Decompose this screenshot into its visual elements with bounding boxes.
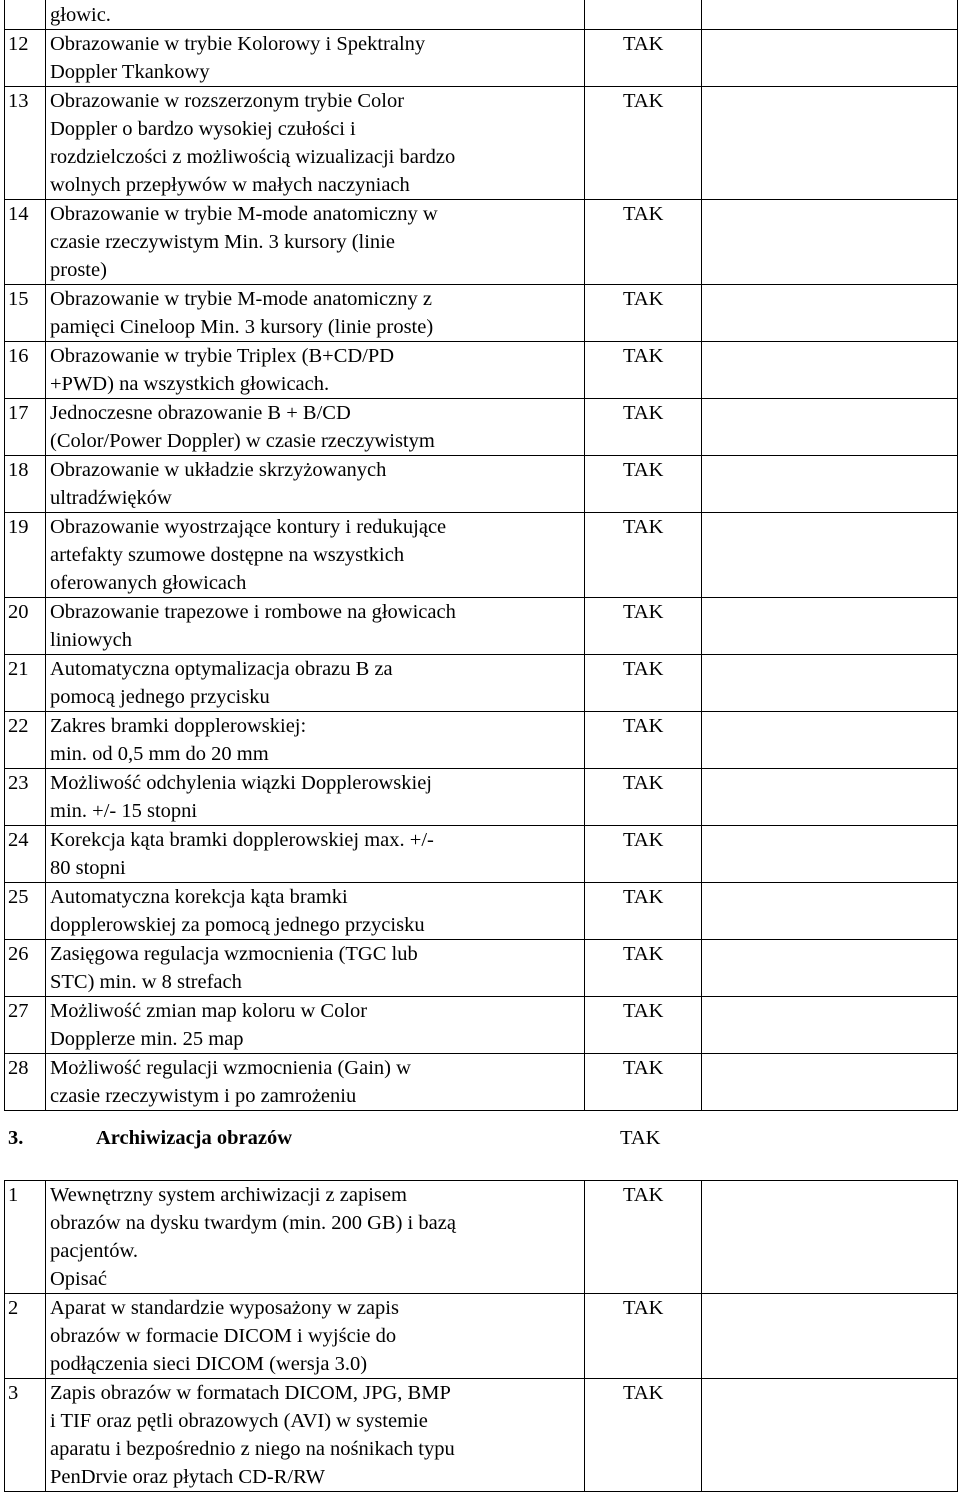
row-description-cell	[46, 598, 585, 655]
row-description-line: Obrazowanie w trybie M-mode anatomiczny w	[50, 203, 438, 225]
row-offered-cell[interactable]	[702, 826, 958, 883]
table-row	[5, 940, 958, 997]
row-description-line: Obrazowanie w trybie Triplex (B+CD/PD	[50, 345, 395, 367]
row-number-cell	[5, 1181, 46, 1294]
row-number: 27	[8, 1000, 29, 1022]
row-required-value: TAK	[623, 345, 664, 367]
row-offered-cell[interactable]	[702, 30, 958, 87]
row-number: 14	[8, 203, 29, 225]
row-offered-cell[interactable]	[702, 342, 958, 399]
row-description-line: pacjentów.	[50, 1240, 139, 1262]
row-number-cell	[5, 1294, 46, 1379]
row-number: 17	[8, 402, 29, 424]
row-required-cell	[585, 0, 702, 30]
row-number-cell	[5, 598, 46, 655]
row-required-value: TAK	[623, 715, 664, 737]
table-row	[5, 769, 958, 826]
row-offered-cell[interactable]	[702, 883, 958, 940]
spec-table-bottom	[4, 1180, 958, 1492]
row-number-cell	[5, 712, 46, 769]
row-number: 25	[8, 886, 29, 908]
row-description-line: pamięci Cineloop Min. 3 kursory (linie proste)	[50, 316, 434, 338]
row-description-line: głowic.	[50, 4, 111, 26]
row-number: 2	[8, 1297, 19, 1319]
row-number-cell	[5, 940, 46, 997]
row-number: 3	[8, 1382, 19, 1404]
row-number-cell	[5, 997, 46, 1054]
row-description-line: min. +/- 15 stopni	[50, 800, 198, 822]
row-number: 15	[8, 288, 29, 310]
row-required-cell	[585, 1054, 702, 1111]
row-required-value: TAK	[623, 516, 664, 538]
row-number: 19	[8, 516, 29, 538]
row-description-cell	[46, 399, 585, 456]
row-description-cell	[46, 456, 585, 513]
row-number-cell	[5, 87, 46, 200]
row-description-line: czasie rzeczywistym i po zamrożeniu	[50, 1085, 357, 1107]
row-description-line: Doppler Tkankowy	[50, 61, 210, 83]
row-offered-cell[interactable]	[702, 87, 958, 200]
row-offered-cell[interactable]	[702, 997, 958, 1054]
row-required-value: TAK	[623, 1000, 664, 1022]
row-number-cell	[5, 30, 46, 87]
row-required-cell	[585, 87, 702, 200]
row-number-cell	[5, 456, 46, 513]
row-description-cell	[46, 342, 585, 399]
table-row	[5, 997, 958, 1054]
row-description-line: Doppler o bardzo wysokiej czułości i	[50, 118, 356, 140]
row-description-line: (Color/Power Doppler) w czasie rzeczywistym	[50, 430, 435, 452]
row-description-line: Automatyczna optymalizacja obrazu B za	[50, 658, 393, 680]
row-description-cell	[46, 1379, 585, 1492]
row-required-cell	[585, 456, 702, 513]
row-number: 13	[8, 90, 29, 112]
table-row	[5, 1379, 958, 1492]
row-description-line: Zasięgowa regulacja wzmocnienia (TGC lub	[50, 943, 418, 965]
row-required-value: TAK	[623, 288, 664, 310]
row-description-line: Obrazowanie w trybie Kolorowy i Spektralny	[50, 33, 426, 55]
row-required-cell	[585, 1379, 702, 1492]
row-required-cell	[585, 285, 702, 342]
row-description-line: Aparat w standardzie wyposażony w zapis	[50, 1297, 399, 1319]
row-offered-cell[interactable]	[702, 598, 958, 655]
row-description-cell	[46, 1054, 585, 1111]
row-offered-cell[interactable]	[702, 0, 958, 30]
row-number: 28	[8, 1057, 29, 1079]
row-description-line: rozdzielczości z możliwością wizualizacji bardzo	[50, 146, 456, 168]
table-row	[5, 399, 958, 456]
row-number-cell	[5, 826, 46, 883]
table-row	[5, 342, 958, 399]
row-number-cell	[5, 1054, 46, 1111]
row-offered-cell[interactable]	[702, 200, 958, 285]
row-description-line: obrazów w formacie DICOM i wyjście do	[50, 1325, 397, 1347]
row-number-cell	[5, 200, 46, 285]
table-row	[5, 1294, 958, 1379]
row-description-line: Wewnętrzny system archiwizacji z zapisem	[50, 1184, 407, 1206]
row-description-line: podłączenia sieci DICOM (wersja 3.0)	[50, 1353, 368, 1375]
row-required-cell	[585, 769, 702, 826]
row-description-line: liniowych	[50, 629, 132, 651]
row-description-line: aparatu i bezpośrednio z niego na nośnikach typu	[50, 1438, 455, 1460]
row-description-cell	[46, 997, 585, 1054]
row-description-line: +PWD) na wszystkich głowicach.	[50, 373, 330, 395]
row-number: 1	[8, 1184, 19, 1206]
table-row	[5, 712, 958, 769]
row-number-cell	[5, 1379, 46, 1492]
row-description-cell	[46, 712, 585, 769]
row-description-line: Obrazowanie w trybie M-mode anatomiczny z	[50, 288, 432, 310]
row-required-cell	[585, 598, 702, 655]
row-required-value: TAK	[623, 90, 664, 112]
row-required-value: TAK	[623, 402, 664, 424]
row-description-line: Jednoczesne obrazowanie B + B/CD	[50, 402, 351, 424]
table-row	[5, 513, 958, 598]
row-required-value: TAK	[623, 33, 664, 55]
row-required-cell	[585, 997, 702, 1054]
row-description-line: PenDrvie oraz płytach CD-R/RW	[50, 1466, 325, 1488]
row-required-cell	[585, 342, 702, 399]
table-row	[5, 1181, 958, 1294]
row-required-cell	[585, 1294, 702, 1379]
row-description-cell	[46, 0, 585, 30]
row-required-cell	[585, 200, 702, 285]
row-offered-cell[interactable]	[702, 655, 958, 712]
row-description-line: min. od 0,5 mm do 20 mm	[50, 743, 269, 765]
table-row	[5, 1054, 958, 1111]
row-description-line: ultradźwięków	[50, 487, 172, 509]
row-description-cell	[46, 1181, 585, 1294]
table-row	[5, 598, 958, 655]
row-required-cell	[585, 399, 702, 456]
table-row	[5, 655, 958, 712]
row-description-line: obrazów na dysku twardym (min. 200 GB) i bazą	[50, 1212, 456, 1234]
row-offered-cell[interactable]	[702, 1054, 958, 1111]
row-description-line: pomocą jednego przycisku	[50, 686, 270, 708]
row-offered-cell[interactable]	[702, 1294, 958, 1379]
row-description-cell	[46, 87, 585, 200]
row-description-line: i TIF oraz pętli obrazowych (AVI) w systemie	[50, 1410, 428, 1432]
table-row	[5, 0, 958, 30]
row-description-line: Obrazowanie w układzie skrzyżowanych	[50, 459, 387, 481]
row-number-cell	[5, 655, 46, 712]
row-number: 26	[8, 943, 29, 965]
row-description-line: Zakres bramki dopplerowskiej:	[50, 715, 307, 737]
row-description-cell	[46, 940, 585, 997]
row-number-cell	[5, 399, 46, 456]
row-required-value: TAK	[623, 1057, 664, 1079]
row-description-line: Automatyczna korekcja kąta bramki	[50, 886, 348, 908]
section-number: 3.	[8, 1127, 24, 1149]
row-description-line: Możliwość odchylenia wiązki Dopplerowskiej	[50, 772, 433, 794]
row-required-value: TAK	[623, 829, 664, 851]
section-value: TAK	[620, 1127, 661, 1149]
row-offered-cell[interactable]	[702, 769, 958, 826]
row-required-value: TAK	[623, 658, 664, 680]
row-number-cell	[5, 769, 46, 826]
section-header	[4, 1124, 957, 1152]
row-offered-cell[interactable]	[702, 712, 958, 769]
row-description-line: Opisać	[50, 1268, 107, 1290]
row-description-line: wolnych przepływów w małych naczyniach	[50, 174, 410, 196]
row-required-value: TAK	[623, 601, 664, 623]
row-description-line: dopplerowskiej za pomocą jednego przycisku	[50, 914, 425, 936]
row-required-value: TAK	[623, 772, 664, 794]
table-row	[5, 883, 958, 940]
row-description-line: Możliwość zmian map koloru w Color	[50, 1000, 368, 1022]
row-required-cell	[585, 1181, 702, 1294]
row-number: 18	[8, 459, 29, 481]
spec-table-top	[4, 0, 958, 1111]
row-required-cell	[585, 655, 702, 712]
row-description-line: proste)	[50, 259, 107, 281]
row-description-line: czasie rzeczywistym Min. 3 kursory (linie	[50, 231, 395, 253]
row-description-cell	[46, 1294, 585, 1379]
table-row	[5, 87, 958, 200]
row-number: 24	[8, 829, 29, 851]
row-number: 16	[8, 345, 29, 367]
row-required-cell	[585, 712, 702, 769]
row-description-line: Obrazowanie trapezowe i rombowe na głowicach	[50, 601, 456, 623]
row-offered-cell[interactable]	[702, 285, 958, 342]
row-required-cell	[585, 883, 702, 940]
row-number-cell	[5, 0, 46, 30]
section-title: Archiwizacja obrazów	[96, 1127, 293, 1149]
row-description-cell	[46, 285, 585, 342]
table-row	[5, 826, 958, 883]
row-required-value: TAK	[623, 1297, 664, 1319]
row-offered-cell[interactable]	[702, 456, 958, 513]
row-required-value: TAK	[623, 886, 664, 908]
row-required-value: TAK	[623, 459, 664, 481]
row-offered-cell[interactable]	[702, 1379, 958, 1492]
row-number: 20	[8, 601, 29, 623]
row-description-cell	[46, 883, 585, 940]
row-number-cell	[5, 342, 46, 399]
row-description-line: Możliwość regulacji wzmocnienia (Gain) w	[50, 1057, 411, 1079]
row-description-line: Korekcja kąta bramki dopplerowskiej max. +/-	[50, 829, 434, 851]
row-required-value: TAK	[623, 1184, 664, 1206]
table-row	[5, 456, 958, 513]
row-number: 12	[8, 33, 29, 55]
row-description-cell	[46, 769, 585, 826]
table-row	[5, 285, 958, 342]
row-number-cell	[5, 285, 46, 342]
row-required-cell	[585, 940, 702, 997]
table-row	[5, 30, 958, 87]
row-description-line: 80 stopni	[50, 857, 126, 879]
table-row	[5, 200, 958, 285]
row-description-cell	[46, 826, 585, 883]
spec-table-top-body	[5, 0, 958, 1111]
row-required-cell	[585, 826, 702, 883]
row-description-line: Obrazowanie w rozszerzonym trybie Color	[50, 90, 405, 112]
row-required-value: TAK	[623, 943, 664, 965]
row-required-cell	[585, 513, 702, 598]
row-offered-cell[interactable]	[702, 513, 958, 598]
row-required-cell	[585, 30, 702, 87]
spec-table-bottom-body	[5, 1181, 958, 1492]
row-description-line: Zapis obrazów w formatach DICOM, JPG, BMP	[50, 1382, 451, 1404]
row-number: 23	[8, 772, 29, 794]
row-required-value: TAK	[623, 1382, 664, 1404]
row-description-line: oferowanych głowicach	[50, 572, 247, 594]
row-description-line: Dopplerze min. 25 map	[50, 1028, 244, 1050]
row-number-cell	[5, 883, 46, 940]
row-description-line: Obrazowanie wyostrzające kontury i redukujące	[50, 516, 447, 538]
row-offered-cell[interactable]	[702, 940, 958, 997]
row-number: 21	[8, 658, 29, 680]
row-offered-cell[interactable]	[702, 399, 958, 456]
row-number: 22	[8, 715, 29, 737]
row-offered-cell[interactable]	[702, 1181, 958, 1294]
row-description-line: artefakty szumowe dostępne na wszystkich	[50, 544, 405, 566]
row-description-cell	[46, 30, 585, 87]
row-description-cell	[46, 513, 585, 598]
row-description-line: STC) min. w 8 strefach	[50, 971, 242, 993]
row-number-cell	[5, 513, 46, 598]
row-description-cell	[46, 655, 585, 712]
row-required-value: TAK	[623, 203, 664, 225]
row-description-cell	[46, 200, 585, 285]
